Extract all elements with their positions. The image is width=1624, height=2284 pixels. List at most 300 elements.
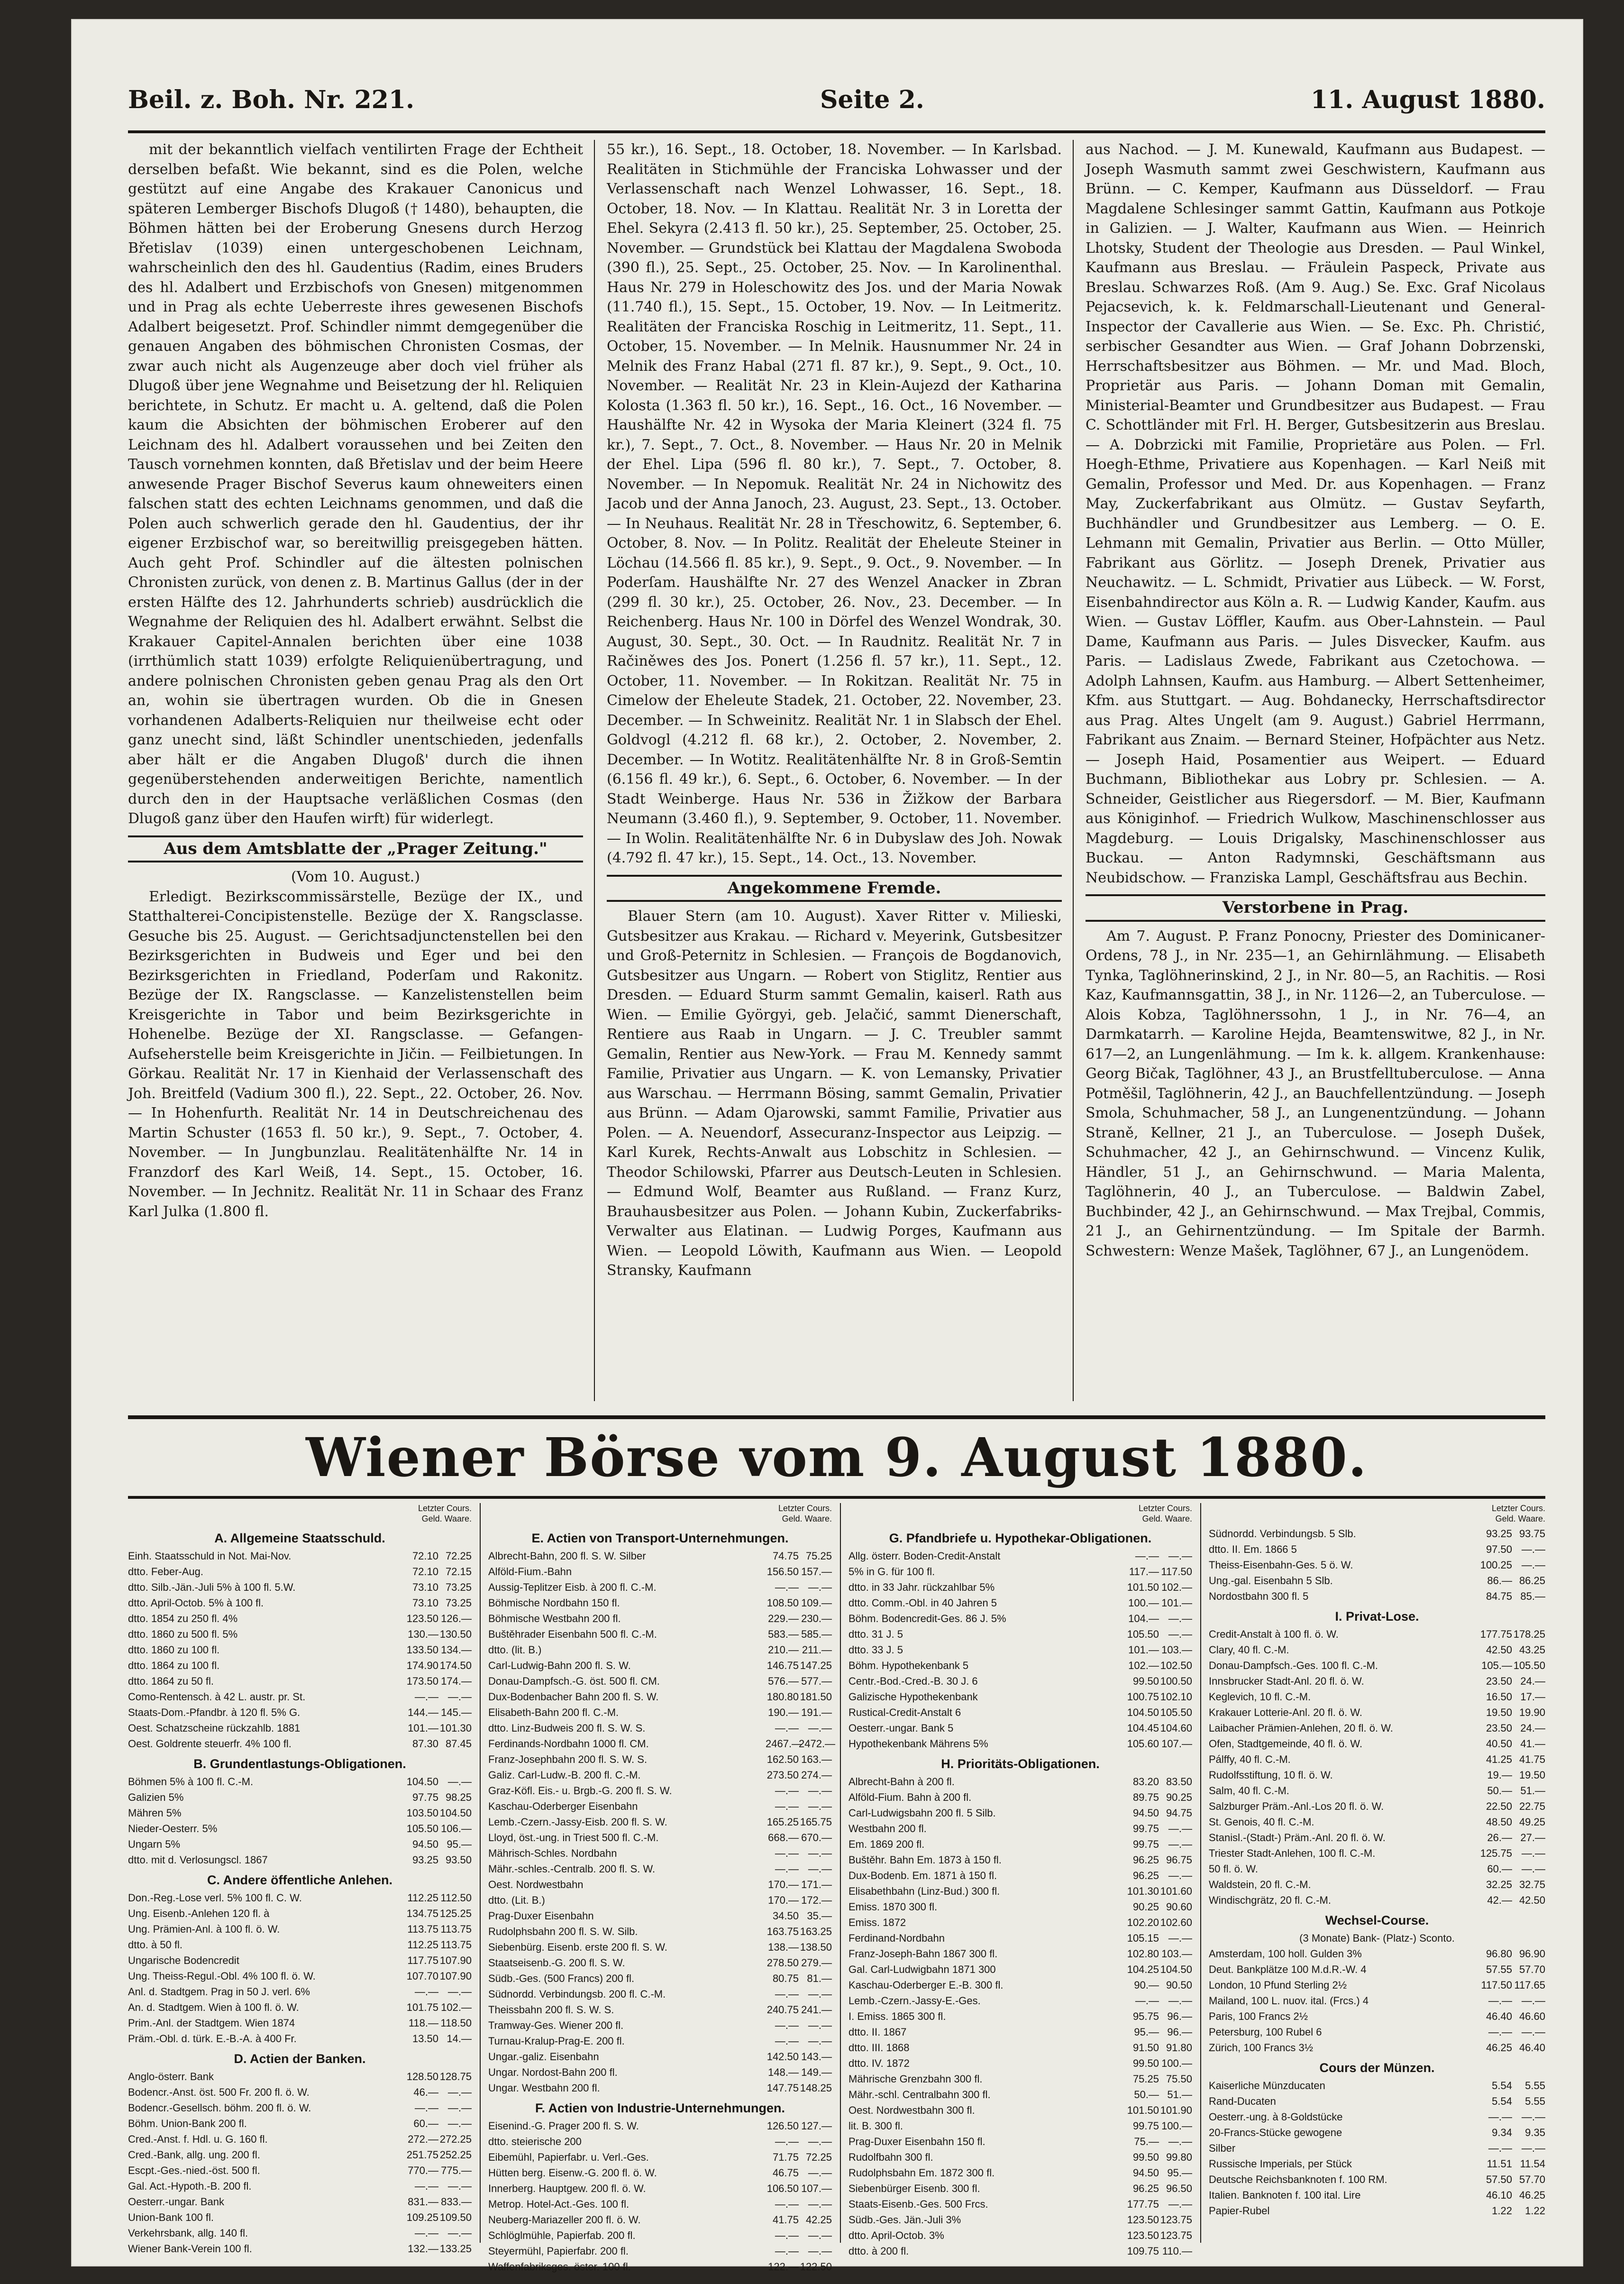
article-column-1 (128, 140, 583, 1406)
course-geld: —.— (775, 1863, 799, 1875)
security-name: Galiz. Carl-Ludw.-B. 200 fl. C.-M. (488, 1769, 641, 1781)
course-waare: 133.25 (439, 2243, 472, 2255)
security-name: Innerberg. Hauptgew. 200 fl. ö. W. (488, 2183, 646, 2194)
course-geld: 99.50 (1132, 1675, 1159, 1687)
security-name: Zürich, 100 Francs 3½ (1209, 2042, 1314, 2054)
course-row (848, 1789, 1192, 1805)
course-row (488, 2259, 832, 2275)
course-waare: 32.75 (1519, 1879, 1545, 1890)
course-waare: 90.50 (1166, 1979, 1192, 1991)
course-geld: 770.— (408, 2165, 438, 2176)
course-waare: 51.— (1167, 2089, 1192, 2101)
course-row (128, 1689, 472, 1705)
course-row (848, 1689, 1192, 1705)
course-geld: 89.75 (1132, 1791, 1159, 1803)
course-row (848, 1564, 1192, 1579)
course-geld: 103.50 (406, 1807, 438, 1819)
course-waare: 585.— (801, 1628, 832, 1640)
security-name: dtto. Feber-Aug. (128, 1566, 203, 1578)
course-waare: 109.— (801, 1597, 832, 1609)
course-row (128, 2178, 472, 2194)
security-name: Silber (1209, 2142, 1236, 2154)
course-waare: 99.80 (1166, 2151, 1192, 2163)
course-waare: 107.— (801, 2183, 832, 2194)
course-waare: 102.— (1161, 1581, 1192, 1593)
course-row (488, 1752, 832, 1767)
course-waare: 51.— (1520, 1785, 1545, 1797)
course-row (848, 1805, 1192, 1821)
course-waare: —.— (808, 2167, 832, 2179)
security-name: Theiss-Eisenbahn-Ges. 5 ö. W. (1209, 1559, 1353, 1571)
course-geld: 134.75 (406, 1908, 438, 1919)
course-row (488, 1658, 832, 1673)
course-geld: 101.75 (406, 2001, 438, 2013)
course-row (128, 1705, 472, 1720)
course-geld: 174.90 (406, 1660, 438, 1671)
course-geld: 42.50 (1486, 1644, 1512, 1656)
course-waare: 125.25 (439, 1908, 472, 1919)
course-waare: 46.60 (1519, 2010, 1545, 2022)
course-waare: —.— (808, 1800, 832, 1812)
course-waare: 102.50 (1160, 1660, 1192, 1671)
course-waare: 98.25 (445, 1791, 472, 1803)
course-row (1209, 1977, 1545, 1993)
course-row (1209, 1798, 1545, 1814)
boerse-section-title: Cours der Münzen. (1319, 2061, 1435, 2075)
course-geld: 162.50 (766, 1753, 799, 1765)
course-header-geld-waare: Geld. Waare. (421, 1514, 472, 1523)
security-name: dtto. mit d. Verlosungscl. 1867 (128, 1854, 268, 1866)
course-geld: —.— (414, 2227, 438, 2239)
course-geld: 104.45 (1127, 1722, 1159, 1734)
course-geld: 73.10 (412, 1597, 438, 1609)
course-waare: 113.75 (440, 1923, 472, 1935)
course-row (488, 1924, 832, 1939)
security-name: dtto. 33 J. 5 (848, 1644, 903, 1656)
course-waare: —.— (808, 2035, 832, 2047)
course-geld: 104.— (1128, 1613, 1159, 1624)
course-waare: 95.— (1167, 2167, 1192, 2179)
course-row (488, 2033, 832, 2049)
course-waare: 163.— (801, 1753, 832, 1765)
course-geld: —.— (775, 2198, 799, 2210)
course-waare: —.— (1521, 2142, 1545, 2154)
security-name: Salzburger Präm.-Anl.-Los 20 fl. ö. W. (1209, 1800, 1384, 1812)
security-name: Ungarische Bodencredit (128, 1954, 239, 1966)
course-geld: 101.— (1128, 1644, 1159, 1656)
course-row (128, 1626, 472, 1642)
course-geld: 109.75 (1127, 2245, 1159, 2257)
course-geld: 144.— (408, 1706, 438, 1718)
security-name: Südb.-Ges. Jän.-Juli 3% (848, 2214, 961, 2226)
course-row (1209, 2024, 1545, 2040)
course-geld: 90.25 (1132, 1901, 1159, 1913)
course-geld: 46.— (413, 2086, 438, 2098)
security-name: Kaiserliche Münzducaten (1209, 2080, 1325, 2091)
security-name: Amsterdam, 100 holl. Gulden 3% (1209, 1948, 1362, 1960)
course-row (848, 1611, 1192, 1626)
course-geld: 133.50 (406, 1644, 438, 1656)
course-geld: 60.— (1487, 1863, 1512, 1875)
course-row (488, 1705, 832, 1720)
course-waare: —.— (1168, 1838, 1192, 1850)
course-row (488, 1939, 832, 1955)
course-waare: 81.— (807, 1972, 832, 1984)
course-waare: 165.75 (800, 1816, 832, 1828)
course-row (488, 2080, 832, 2096)
course-geld: 95.— (1134, 2026, 1159, 2038)
security-name: dtto. (Lit. B.) (488, 1894, 545, 1906)
security-name: Mähren 5% (128, 1807, 182, 1819)
course-row (128, 1579, 472, 1595)
course-row (1209, 1845, 1545, 1861)
course-waare: 41.— (1520, 1738, 1545, 1750)
security-name: dtto. 1864 zu 50 fl. (128, 1675, 214, 1687)
course-geld: 19.— (1487, 1769, 1512, 1781)
security-name: Salm, 40 fl. C.-M. (1209, 1785, 1289, 1797)
security-name: Böhm. Hypothekenbank 5 (848, 1660, 969, 1671)
course-waare: 107.— (1161, 1738, 1192, 1750)
course-waare: —.— (1168, 1870, 1192, 1881)
security-name: dtto. III. 1868 (848, 2042, 910, 2054)
course-row (488, 2049, 832, 2064)
course-geld: 132.— (408, 2243, 438, 2255)
course-waare: 107.90 (439, 1954, 472, 1966)
course-waare: —.— (808, 2136, 832, 2147)
security-name: Ungar. Westbahn 200 fl. (488, 2082, 600, 2094)
course-geld: 102.— (1128, 1660, 1159, 1671)
course-row (488, 1564, 832, 1579)
security-name: Papier-Rubel (1209, 2205, 1270, 2217)
boerse-rule-bottom (128, 1496, 1545, 1499)
course-row (1209, 1736, 1545, 1752)
course-row (848, 2149, 1192, 2165)
course-row (1209, 1752, 1545, 1767)
course-waare: —.— (1168, 2198, 1192, 2210)
course-waare: 46.40 (1519, 2042, 1545, 2054)
course-row (128, 1789, 472, 1805)
course-waare: 104.50 (439, 1807, 472, 1819)
article-column-2 (607, 140, 1062, 1406)
course-geld: —.— (775, 2035, 799, 2047)
security-name: Hütten berg. Eisenw.-G. 200 fl. ö. W. (488, 2167, 657, 2179)
course-geld: 5.54 (1492, 2095, 1512, 2107)
security-name: Krakauer Lotterie-Anl. 20 fl. ö. W. (1209, 1706, 1363, 1718)
course-waare: —.— (447, 1691, 472, 1703)
course-geld: 83.20 (1132, 1776, 1159, 1788)
course-row (128, 2241, 472, 2256)
course-row (488, 1689, 832, 1705)
course-geld: 93.25 (1486, 1528, 1512, 1540)
course-geld: —.— (1135, 1995, 1159, 2007)
security-name: Emiss. 1870 300 fl. (848, 1901, 938, 1913)
security-name: Präm.-Obl. d. türk. E.-B.-A. à 400 Fr. (128, 2033, 297, 2045)
course-row (488, 1736, 836, 1752)
course-waare: 174.— (441, 1675, 472, 1687)
course-row (848, 1883, 1192, 1899)
course-waare: 107.90 (439, 1970, 472, 1982)
course-geld: 104.50 (1127, 1706, 1159, 1718)
course-geld: 105.— (1481, 1660, 1512, 1671)
course-waare: —.— (1521, 2111, 1545, 2123)
security-name: dtto. II. 1867 (848, 2026, 907, 2038)
course-waare: —.— (447, 2102, 472, 2114)
security-name: Keglevich, 10 fl. C.-M. (1209, 1691, 1311, 1703)
course-geld: 100.75 (1127, 1691, 1159, 1703)
course-row (1209, 1573, 1545, 1588)
course-row (848, 2040, 1192, 2055)
security-name: dtto. II. Em. 1866 5 (1209, 1543, 1297, 1555)
fremde-text: Blauer Stern (am 10. August). Xaver Ritter v. Milieski, Gutsbesitzer aus Krakau. — Richard v. Meyerink, Gutsbesitzer und Groß-Peternitz in Schlesien. — François de Bogdanovich, Gutsbesitzer aus Ungarn. — Robert von Stiglitz, Rentier aus Dresden. — Eduard Sturm sammt Gemalin, kaiserl. Rath aus Wien. — Emilie Györgyi, geb. Jelačić, sammt Dienerschaft, Rentiere aus Raab in Ungarn. — J. C. Treubler sammt Gemalin, Rentier aus New-York. — Frau M. Kennedy sammt Familie, Privatier aus Ungarn. — K. von Lemansky, Privatier aus Warschau. — Herrmann Bösing, sammt Gemalin, Privatier aus Brünn. — Adam Ojarowski, sammt Familie, Privatier aus Polen. — A. Neuendorf, Assecuranz-Inspector aus Leipzig. — Karl Kurek, Rechts-Anwalt aus Lobschitz in Schlesien. — Theodor Schilowski, Pfarrer aus Deutsch-Leuten in Schlesien. — Edmund Wolf, Beamter aus Rußland. — Franz Kurz, Brauhausbesitzer aus Polen. — Johann Kubin, Zuckerfabriks-Verwalter aus Elatinan. — Ludwig Porges, Kaufmann aus Wien. — Leopold Löwith, Kaufmann aus Wien. — Leopold Stransky, Kaufmann (607, 908, 1062, 1279)
course-geld: —.— (1135, 1550, 1159, 1562)
course-waare: —.— (1168, 1628, 1192, 1640)
security-name: Böhmen 5% à 100 fl. C.-M. (128, 1776, 254, 1788)
course-waare: 577.— (801, 1675, 832, 1687)
boerse-column-4 (1209, 1503, 1545, 2243)
security-name: Galizien 5% (128, 1791, 184, 1803)
course-waare: —.— (808, 2245, 832, 2257)
course-geld: 102.80 (1127, 1948, 1159, 1960)
course-geld: 1.22 (1492, 2205, 1512, 2217)
course-geld: 93.25 (412, 1854, 438, 1866)
course-geld: 142.50 (766, 2051, 799, 2063)
course-waare: —.— (447, 2086, 472, 2098)
course-row (848, 2071, 1192, 2087)
security-name: Gal. Act.-Hypoth.-B. 200 fl. (128, 2180, 252, 2192)
security-name: Anl. d. Stadtgem. Prag in 50 J. verl. 6% (128, 1986, 310, 1998)
course-row (128, 1953, 472, 1968)
course-geld: 94.50 (1132, 1807, 1159, 1819)
course-geld: 9.34 (1492, 2127, 1512, 2138)
course-waare: 272.25 (439, 2133, 472, 2145)
course-geld: 46.40 (1486, 2010, 1512, 2022)
security-name: Oest. Nordwestbahn (488, 1879, 584, 1890)
course-row (488, 1548, 832, 1564)
security-name: dtto. Comm.-Obl. in 40 Jahren 5 (848, 1597, 997, 1609)
boerse-divider-3 (1200, 1503, 1201, 2243)
security-name: Dux-Bodenb. Em. 1871 à 150 fl. (848, 1870, 997, 1881)
course-waare: —.— (808, 1847, 832, 1859)
course-geld: 109.25 (406, 2211, 438, 2223)
course-geld: 101.— (408, 1722, 438, 1734)
course-row (1209, 1642, 1545, 1658)
security-name: Gal. Carl-Ludwigbahn 1871 300 (848, 1963, 996, 1975)
course-row (488, 1767, 832, 1783)
course-geld: —.— (775, 2019, 799, 2031)
course-waare: 134.— (441, 1644, 472, 1656)
course-row (848, 2228, 1192, 2243)
course-waare: 94.75 (1166, 1807, 1192, 1819)
security-name: Bodencr.-Gesellsch. böhm. 200 fl. ö. W. (128, 2102, 311, 2114)
article-column-3 (1086, 140, 1545, 1406)
course-geld: —.— (775, 2245, 799, 2257)
course-geld: —.— (414, 2180, 438, 2192)
course-row (848, 1658, 1192, 1673)
security-name: Albrecht-Bahn à 200 fl. (848, 1776, 955, 1788)
course-waare: —.— (1521, 1543, 1545, 1555)
course-row (488, 1579, 832, 1595)
boerse-section-title: A. Allgemeine Staatsschuld. (214, 1531, 385, 1545)
course-geld: 156.50 (766, 1566, 799, 1578)
security-name: Oesterr.-ung. à 8-Goldstücke (1209, 2111, 1343, 2123)
course-waare: 90.60 (1166, 1901, 1192, 1913)
security-name: dtto. Silb.-Jän.-Juli 5% à 100 fl. 5.W. (128, 1581, 296, 1593)
course-geld: 105.50 (1127, 1628, 1159, 1640)
security-name: Buštěhr. Bahn Em. 1873 à 150 fl. (848, 1854, 1002, 1866)
security-name: Theissbahn 200 fl. S. W. S. (488, 2004, 614, 2016)
amtsblatt-subtitle: (Vom 10. August.) (291, 869, 420, 885)
course-row (848, 1836, 1192, 1852)
course-geld: 50.— (1134, 2089, 1159, 2101)
security-name: Anglo-österr. Bank (128, 2071, 214, 2082)
course-row (488, 1861, 832, 1877)
security-name: Böhmische Westbahn 200 fl. (488, 1613, 621, 1624)
security-name: 50 fl. ö. W. (1209, 1863, 1258, 1875)
security-name: Franz-Joseph-Bahn 1867 300 fl. (848, 1948, 998, 1960)
course-geld: 72.10 (412, 1566, 438, 1578)
course-waare: 101.90 (1160, 2104, 1192, 2116)
course-waare: 19.50 (1519, 1769, 1545, 1781)
course-geld: 23.50 (1486, 1675, 1512, 1687)
course-waare: 2472.— (799, 1738, 836, 1750)
security-name: Oesterr.-ungar. Bank (128, 2196, 224, 2208)
course-row (848, 2243, 1192, 2259)
security-name: Waffenfabriksges. öster. 100 fl. (488, 2261, 631, 2273)
security-name: Mährisch-Schles. Nordbahn (488, 1847, 617, 1859)
course-waare: —.— (808, 1863, 832, 1875)
course-geld: 170.— (768, 1879, 799, 1890)
course-row (848, 2134, 1192, 2149)
course-row (128, 1673, 472, 1689)
course-row (128, 1984, 472, 2000)
course-geld: 96.80 (1486, 1948, 1512, 1960)
security-name: dtto. (lit. B.) (488, 1644, 542, 1656)
course-geld: 100.— (1128, 1597, 1159, 1609)
course-waare: 126.— (441, 1613, 472, 1624)
security-name: dtto. 31 J. 5 (848, 1628, 903, 1640)
course-row (1209, 1626, 1545, 1642)
course-geld: —.— (775, 2136, 799, 2147)
course-waare: —.— (1168, 2136, 1192, 2147)
security-name: dtto. in 33 Jahr. rückzahlbar 5% (848, 1581, 995, 1593)
course-geld: 2467.— (766, 1738, 803, 1750)
boerse-divider-2 (840, 1503, 841, 2243)
security-name: dtto. 1864 zu 100 fl. (128, 1660, 220, 1671)
course-waare: 128.75 (439, 2071, 472, 2082)
course-waare: 157.— (801, 1566, 832, 1578)
course-geld: 117.50 (1481, 1979, 1512, 1991)
course-row (848, 1736, 1192, 1752)
course-geld: 583.— (768, 1628, 799, 1640)
security-name: Eibemühl, Papierfabr. u. Verl.-Ges. (488, 2151, 649, 2163)
course-geld: —.— (1488, 2111, 1512, 2123)
column-divider-1 (594, 140, 595, 1401)
course-row (128, 1658, 472, 1673)
auctions-continued: 55 kr.), 16. Sept., 18. October, 18. November. — In Karlsbad. Realitäten in Stichmühle der Franciska Lohwasser und der Verlassenschaft nach Wenzel Lohwasser, 16. Sept., 18. October, 18. Nov. — In Klattau. Realität Nr. 3 in Loretta der Ehel. Sekyra (2.413 fl. 50 kr.), 25. September, 25. October, 25. November. — Grundstück bei Klattau der Magdalena Swoboda (390 fl.), 25. Sept., 25. October, 25. Nov. — In Karolinenthal. Haus Nr. 279 in Holeschowitz des Jos. und der Maria Nowak (11.740 fl.), 15. Sept., 15. October, 19. Nov. — In Leitmeritz. Realitäten der Franciska Roschig in Leitmeritz, 11. Sept., 11. October, 15. November. — In Melnik. Hausnummer Nr. 24 in Melnik des Franz Habal (271 fl. 87 kr.), 9. Sept., 9. Oct., 10. November. — Realität Nr. 23 in Klein-Aujezd der Katharina Kolosta (1.363 fl. 50 kr.), 16. Sept., 16. Oct., 16 November. — Haushälfte Nr. 42 in Wysoka der Maria Kleinert (324 fl. 75 kr.), 7. Sept., 7. Oct., 8. November. — Haus Nr. 20 in Melnik der Ehel. Lipa (596 fl. 80 kr.), 7. Sept., 7. October, 8. November. — In Nepomuk. Realität Nr. 24 in Nichowitz des Jacob und der Anna Janoch, 23. August, 23. Sept., 13. October. — In Neuhaus. Realität Nr. 28 in Třeschowitz, 6. September, 6. October, 8. Nov. — In Politz. Realität der Eheleute Steiner in Löchau (14.566 fl. 85 kr.), 9. Sept., 9. Oct., 9. November. — In Poderſam. Haushälfte Nr. 27 des Wenzel Anacker in Zbran (299 fl. 30 kr.), 25. October, 26. Nov., 23. December. — In Reichenberg. Haus Nr. 100 in Dörfel des Wenzel Wondrak, 30. August, 30. Sept., 30. Oct. — In Raudnitz. Realität Nr. 7 in Račiněwes des Jos. Ponert (1.256 fl. 57 kr.), 11. Sept., 12. October, 11. November. — In Rokitzan. Realität Nr. 75 in Cimelow der Eheleute Stadek, 21. October, 22. November, 23. December. — In Schweinitz. Realität Nr. 1 in Slabsch der Ehel. Goldvogl (4.212 fl. 68 kr.), 2. October, 2. November, 2. December. — In Wotitz. Realitätenhälfte Nr. 8 in Groß-Semtin (6.156 fl. 49 kr.), 6. Sept., 6. October, 6. November. — In der Stadt Weinberge. Haus Nr. 536 in Žižkow der Barbara Neumann (3.460 fl.), 9. September, 9. October, 11. November. — In Wolin. Realitätenhälfte Nr. 6 in Dubyslaw des Joh. Nowak (4.792 fl. 47 kr.), 15. Sept., 14. Oct., 13. November. (607, 141, 1062, 866)
course-waare: 49.25 (1519, 1816, 1545, 1828)
security-name: Staats-Dom.-Pfandbr. à 120 fl. 5% G. (128, 1706, 301, 1718)
security-name: An. d. Stadtgem. Wien à 100 fl. ö. W. (128, 2001, 299, 2013)
course-row (488, 1877, 832, 1892)
course-row (1209, 2140, 1545, 2156)
course-waare: 93.50 (445, 1854, 472, 1866)
course-waare: 46.25 (1519, 2189, 1545, 2201)
security-name: Deut. Bankplätze 100 M.d.R.-W. 4 (1209, 1963, 1367, 1975)
course-waare: 35.— (807, 1910, 832, 1922)
security-name: Staatseisenb.-G. 200 fl. S. W. (488, 1957, 625, 1969)
course-waare: 833.— (441, 2196, 472, 2208)
course-geld: —.— (775, 1800, 799, 1812)
course-row (848, 2102, 1192, 2118)
course-waare: 96.75 (1166, 1854, 1192, 1866)
security-name: Centr.-Bod.-Cred.-B. 30 J. 6 (848, 1675, 978, 1687)
course-row (128, 1564, 472, 1579)
course-waare: 27.— (1520, 1832, 1545, 1844)
course-waare: 85.— (1520, 1590, 1545, 1602)
boerse-section-title: H. Prioritäts-Obligationen. (941, 1757, 1100, 1771)
course-row (848, 2024, 1192, 2040)
course-geld: 180.80 (766, 1691, 799, 1703)
course-row (1209, 1877, 1545, 1892)
course-row (488, 1595, 832, 1611)
security-name: Ung. Theiss-Regul.-Obl. 4% 100 fl. ö. W. (128, 1970, 316, 1982)
course-waare: 103.— (1161, 1644, 1192, 1656)
course-row (488, 2134, 832, 2149)
security-name: Ungarn 5% (128, 1838, 181, 1850)
course-row (1209, 1720, 1545, 1736)
security-name: Em. 1869 200 fl. (848, 1838, 925, 1850)
course-waare: 172.— (801, 1894, 832, 1906)
course-row (128, 2100, 472, 2116)
course-row (128, 1611, 472, 1626)
course-column-header (848, 1503, 1192, 1526)
security-name: Franz-Josephbahn 200 fl. S. W. S. (488, 1753, 648, 1765)
security-name: Innsbrucker Stadt-Anl. 20 fl. ö. W. (1209, 1675, 1364, 1687)
course-row (1209, 1892, 1545, 1908)
security-name: Westbahn 200 fl. (848, 1823, 927, 1835)
security-name: Triester Stadt-Anlehen, 100 fl. C.-M. (1209, 1847, 1376, 1859)
course-waare: 105.50 (1513, 1660, 1545, 1671)
security-name: Tramway-Ges. Wiener 200 fl. (488, 2019, 624, 2031)
security-name: Cred.-Anst. f. Hdl. u. G. 160 fl. (128, 2133, 268, 2145)
boerse-title: Wiener Börse vom 9. August 1880. (306, 1427, 1368, 1489)
security-name: Elisabethbahn (Linz-Bud.) 300 fl. (848, 1885, 1000, 1897)
course-waare: 72.25 (445, 1550, 472, 1562)
security-name: Einh. Staatsschuld in Not. Mai-Nov. (128, 1550, 292, 1562)
course-geld: 23.50 (1486, 1722, 1512, 1734)
course-header-last: Letzter Cours. (778, 1504, 832, 1513)
course-waare: 118.50 (440, 2017, 472, 2029)
security-name: Siebenbürger Eisenb. 300 fl. (848, 2183, 980, 2194)
course-geld: 146.75 (766, 1660, 799, 1671)
course-row (488, 1626, 832, 1642)
course-geld: 107.70 (406, 1970, 438, 1982)
security-name: Laibacher Prämien-Anlehen, 20 fl. ö. W. (1209, 1722, 1393, 1734)
security-name: Mailand, 100 L. nuov. ital. (Frcs.) 4 (1209, 1995, 1369, 2007)
course-row (128, 2000, 472, 2015)
course-geld: 101.50 (1127, 1581, 1159, 1593)
security-name: Union-Bank 100 fl. (128, 2211, 214, 2223)
course-waare: 100.50 (1160, 1675, 1192, 1687)
boerse-section-subtitle: (3 Monate) Bank- (Platz-) Sconto. (1299, 1932, 1455, 1944)
course-waare: 163.25 (800, 1926, 832, 1937)
security-name: Hypothekenbank Mährens 5% (848, 1738, 988, 1750)
security-name: Petersburg, 100 Rubel 6 (1209, 2026, 1322, 2038)
course-geld: 106.50 (766, 2183, 799, 2194)
security-name: Lloyd, öst.-ung. in Triest 500 fl. C.-M. (488, 1832, 659, 1844)
course-row (128, 1774, 472, 1789)
course-waare: —.— (808, 2198, 832, 2210)
